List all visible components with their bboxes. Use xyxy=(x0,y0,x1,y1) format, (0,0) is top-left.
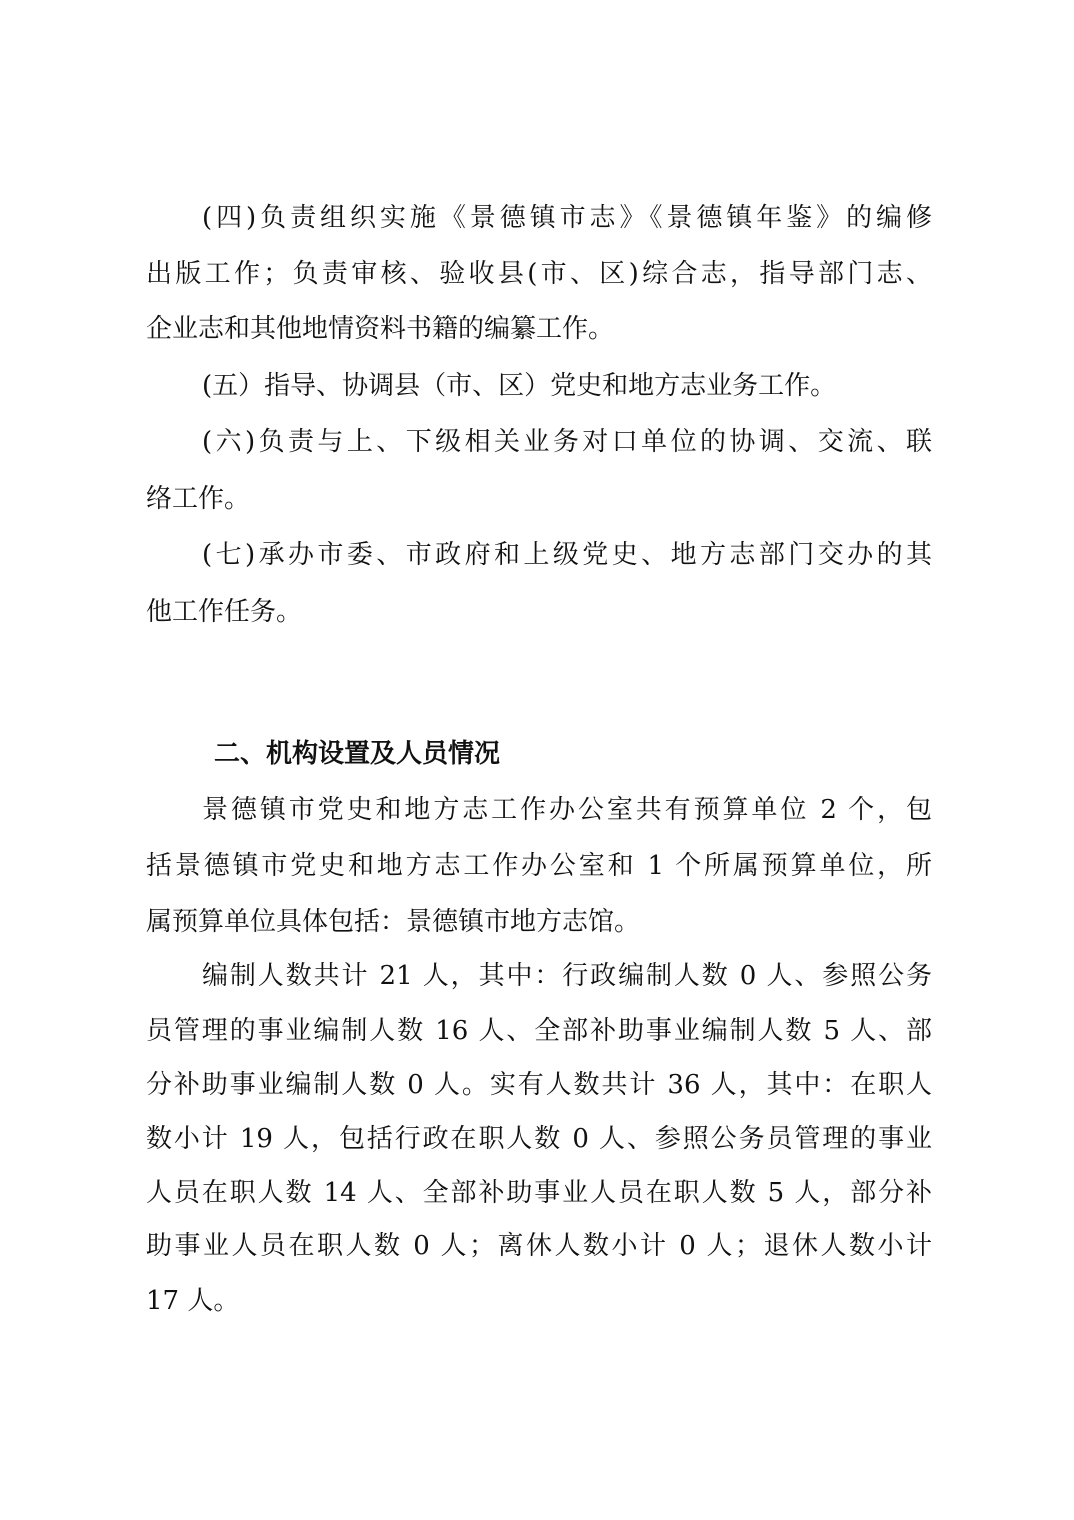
para7-line-2: 他工作任务。 xyxy=(146,597,303,627)
section2-para2-line-6: 助事业人员在职人数 0 人；离休人数小计 0 人；退休人数小计 xyxy=(146,1231,932,1261)
section2-para1-line-3: 属预算单位具体包括：景德镇市地方志馆。 xyxy=(146,907,641,937)
para4-line-1: (四)负责组织实施《景德镇市志》《景德镇年鉴》的编修 xyxy=(202,203,932,233)
section2-para2-line-5: 人员在职人数 14 人、全部补助事业人员在职人数 5 人，部分补 xyxy=(146,1178,932,1208)
section2-para2-line-7: 17 人。 xyxy=(146,1286,240,1316)
section-heading: 二、机构设置及人员情况 xyxy=(214,739,501,769)
section2-para2-line-3: 分补助事业编制人数 0 人。实有人数共计 36 人，其中：在职人 xyxy=(146,1070,932,1100)
section2-para2-line-1: 编制人数共计 21 人，其中：行政编制人数 0 人、参照公务 xyxy=(202,961,932,991)
para6-line-2: 络工作。 xyxy=(146,484,251,514)
para5-line-1: (五）指导、协调县（市、区）党史和地方志业务工作。 xyxy=(202,371,837,401)
section2-para2-line-4: 数小计 19 人，包括行政在职人数 0 人、参照公务员管理的事业 xyxy=(146,1124,932,1154)
para4-line-3: 企业志和其他地情资料书籍的编纂工作。 xyxy=(146,314,615,344)
section2-para2-line-2: 员管理的事业编制人数 16 人、全部补助事业编制人数 5 人、部 xyxy=(146,1016,932,1046)
section2-para1-line-2: 括景德镇市党史和地方志工作办公室和 1 个所属预算单位，所 xyxy=(146,851,932,881)
para7-line-1: (七)承办市委、市政府和上级党史、地方志部门交办的其 xyxy=(202,540,932,570)
section2-para1-line-1: 景德镇市党史和地方志工作办公室共有预算单位 2 个，包 xyxy=(202,795,932,825)
para4-line-2: 出版工作；负责审核、验收县(市、区)综合志，指导部门志、 xyxy=(146,259,932,289)
para6-line-1: (六)负责与上、下级相关业务对口单位的协调、交流、联 xyxy=(202,427,932,457)
